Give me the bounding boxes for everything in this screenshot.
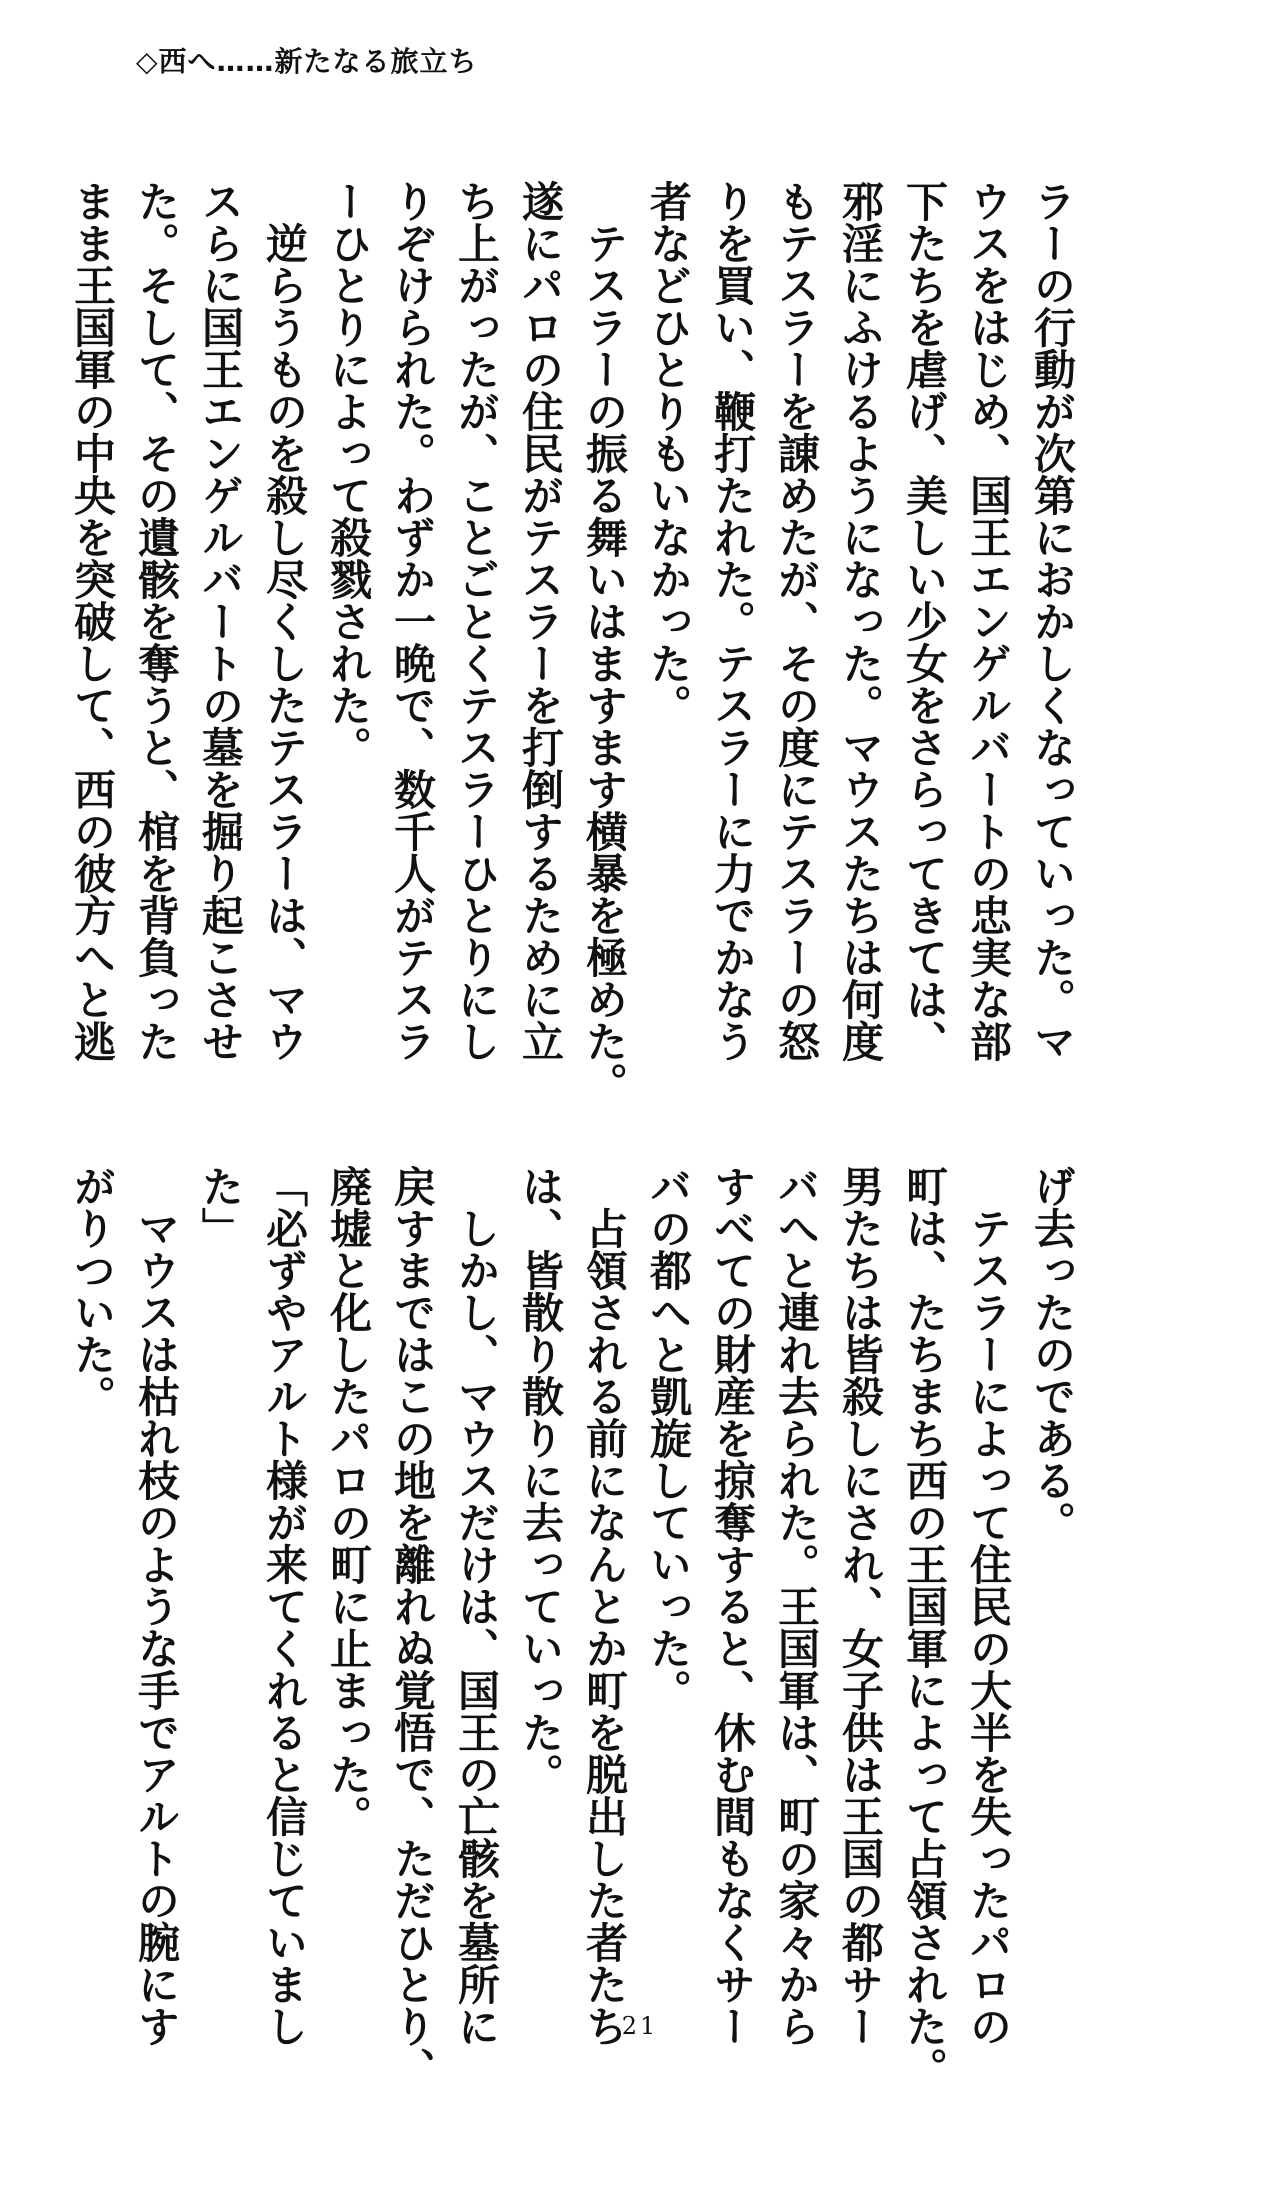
text-column: 町は、たちまち西の王国軍によって占領された。 (900, 1165, 949, 2089)
text-column: テスラーの振る舞いはますます横暴を極めた。 (580, 180, 629, 1104)
text-column: ラーの行動が次第におかしくなっていった。マ (1028, 180, 1077, 1062)
text-column: 下たちを虐げ、美しい少女をさらってきては、 (900, 180, 949, 1062)
text-column: りを買い、鞭打たれた。テスラーに力でかなう (708, 180, 757, 1062)
text-column: 者などひとりもいなかった。 (644, 180, 693, 726)
text-column: りぞけられた。わずか一晩で、数千人がテスラ (388, 180, 437, 1062)
text-column: 邪淫にふけるようになった。マウスたちは何度 (836, 180, 885, 1062)
text-column: まま王国軍の中央を突破して、西の彼方へと逃 (68, 180, 117, 1062)
text-column: テスラーによって住民の大半を失ったパロの (964, 1165, 1013, 2047)
text-column: すべての財産を掠奪すると、休む間もなくサー (708, 1165, 757, 2047)
chapter-header: ◇西へ……新たなる旅立ち (136, 45, 478, 78)
text-column: 戻すまではこの地を離れぬ覚悟で、ただひとり、 (388, 1165, 437, 2089)
text-column: は、皆散り散りに去っていった。 (516, 1165, 565, 1795)
text-column: た。そして、その遺骸を奪うと、棺を背負った (132, 180, 181, 1062)
text-column: 廃墟と化したパロの町に止まった。 (324, 1165, 373, 1837)
text-column: た」 (196, 1165, 245, 1249)
text-column: 遂にパロの住民がテスラーを打倒するために立 (516, 180, 565, 1062)
text-column: マウスは枯れ枝のような手でアルトの腕にす (132, 1165, 181, 2047)
text-column: 「必ずやアルト様が来てくれると信じていまし (260, 1165, 309, 2047)
text-column: 占領される前になんとか町を脱出した者たち (580, 1165, 629, 2047)
text-column: げ去ったのである。 (1028, 1165, 1077, 1543)
text-column: バへと連れ去られた。王国軍は、町の家々から (772, 1165, 821, 2047)
page-number: 21 (621, 2012, 659, 2040)
text-column: ーひとりによって殺戮された。 (324, 180, 373, 768)
text-column: 男たちは皆殺しにされ、女子供は王国の都サー (836, 1165, 885, 2047)
text-column: がりついた。 (68, 1165, 117, 1417)
text-column: 逆らうものを殺し尽くしたテスラーは、マウ (260, 180, 309, 1062)
text-column: ウスをはじめ、国王エンゲルバートの忠実な部 (964, 180, 1013, 1062)
text-column: しかし、マウスだけは、国王の亡骸を墓所に (452, 1165, 501, 2047)
text-column: スらに国王エンゲルバートの墓を掘り起こさせ (196, 180, 245, 1062)
text-column: ち上がったが、ことごとくテスラーひとりにし (452, 180, 501, 1062)
upper-text-block (68, 180, 1084, 1104)
text-column: もテスラーを諌めたが、その度にテスラーの怒 (772, 180, 821, 1062)
text-column: バの都へと凱旋していった。 (644, 1165, 693, 1711)
